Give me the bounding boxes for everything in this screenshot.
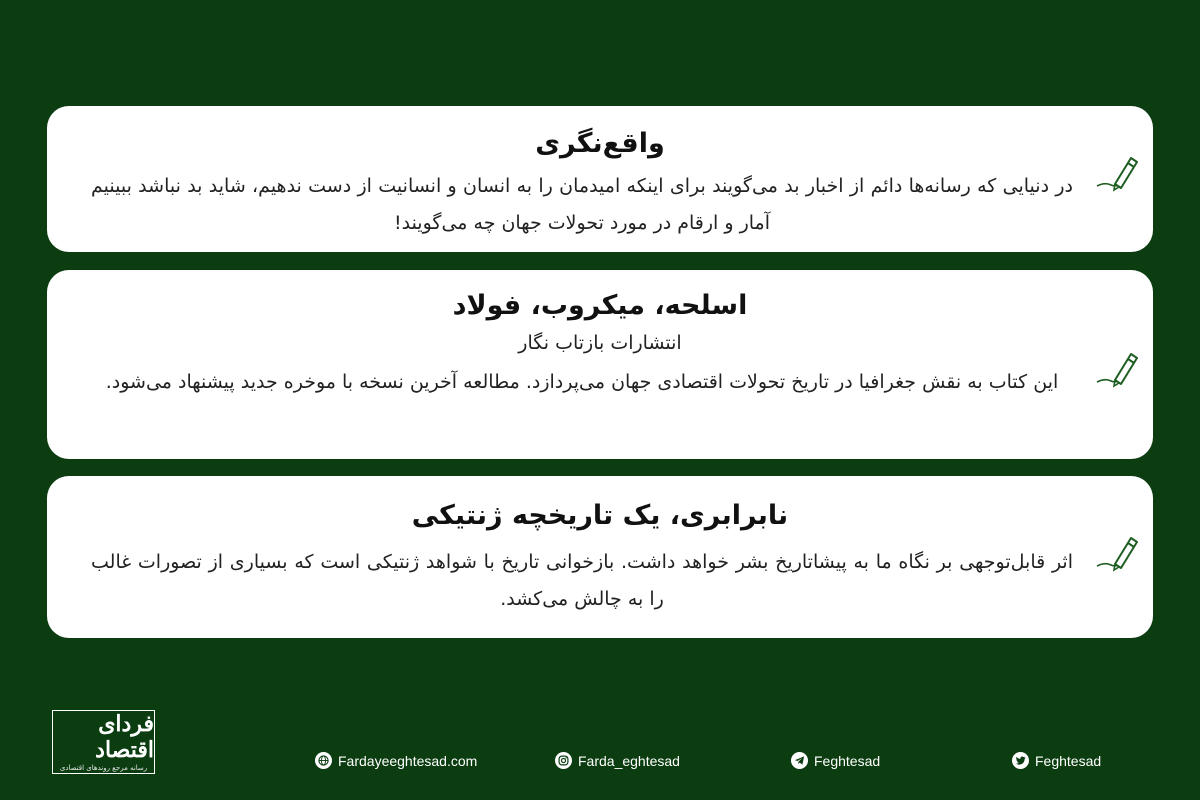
book-card-2 <box>47 270 1153 459</box>
website-text: Fardayeeghtesad.com <box>338 752 478 769</box>
book-title: نابرابری، یک تاریخچه ژنتیکی <box>411 500 789 531</box>
pen-icon <box>1093 532 1141 572</box>
book-card-1 <box>47 106 1153 252</box>
twitter-link[interactable] <box>1012 752 1101 769</box>
pen-icon <box>1093 348 1141 388</box>
book-title: اسلحه، میکروب، فولاد <box>452 290 748 321</box>
telegram-link[interactable] <box>791 752 880 769</box>
book-publisher: انتشارات بازتاب نگار <box>518 332 682 354</box>
book-description: این کتاب به نقش جغرافیا در تاریخ تحولات اقتصادی جهان می‌پردازد. مطالعه آخرین نسخه با موخره جدید پیشنهاد می‌شود. <box>105 371 1059 393</box>
book-card-3 <box>47 476 1153 638</box>
website-link[interactable] <box>315 752 477 769</box>
instagram-link[interactable] <box>555 752 680 769</box>
book-description: در دنیایی که رسانه‌ها دائم از اخبار بد می‌گویند برای اینکه امیدمان را به انسان و انسانیت از دست ندهیم، شاید بد نباشد ببینیم آمار و ارقام در مورد تحولات جهان چه می‌گویند! <box>91 175 1073 234</box>
globe-icon <box>315 752 332 769</box>
telegram-text: Feghtesad <box>814 752 881 769</box>
book-title: واقع‌نگری <box>535 128 665 159</box>
logo-tagline: رسانه مرجع روندهای اقتصادی <box>59 764 148 772</box>
instagram-text: Farda_eghtesad <box>578 752 680 769</box>
twitter-text: Feghtesad <box>1035 752 1102 769</box>
instagram-icon <box>555 752 572 769</box>
book-description: اثر قابل‌توجهی بر نگاه ما به پیشاتاریخ بشر خواهد داشت. بازخوانی تاریخ با شواهد ژنتیکی است که بسیاری از تصورات غالب را به چالش می‌کشد. <box>91 551 1073 610</box>
logo-wordmark: فردای اقتصاد <box>95 711 154 763</box>
twitter-icon <box>1012 752 1029 769</box>
pen-icon <box>1093 152 1141 192</box>
brand-logo[interactable] <box>52 710 155 774</box>
telegram-icon <box>791 752 808 769</box>
